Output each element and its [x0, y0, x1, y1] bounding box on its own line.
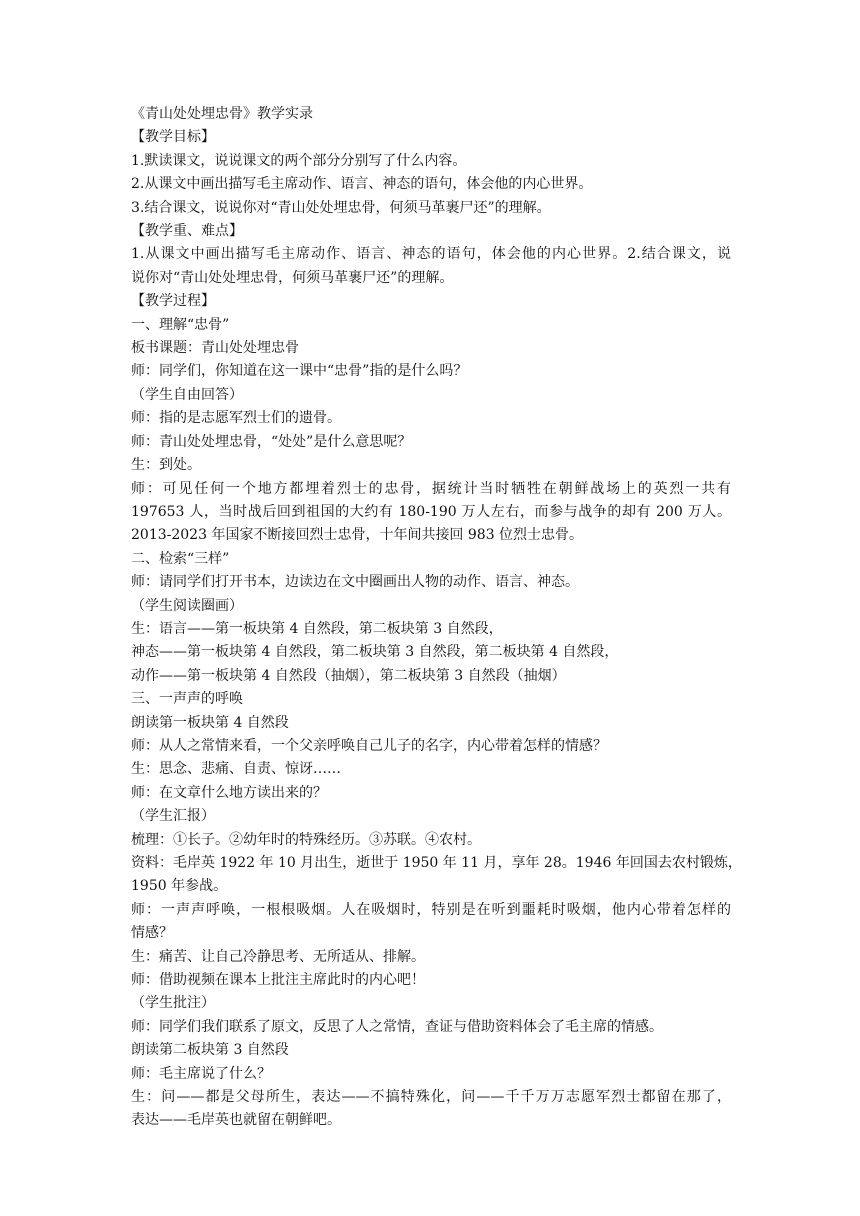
dialogue-line: 朗读第一板块第 4 自然段 [131, 714, 289, 731]
dialogue-line: 朗读第二板块第 3 自然段 [131, 1042, 289, 1059]
dialogue-line: 神态——第一板块第 4 自然段，第二板块第 3 自然段，第二板块第 4 自然段， [131, 644, 619, 661]
paragraph-line: 1950 年参战。 [131, 878, 228, 895]
dialogue-line: 师：同学们，你知道在这一课中“忠骨”指的是什么吗？ [131, 363, 468, 380]
paragraph-line: 表达——毛岸英也就留在朝鲜吧。 [131, 1112, 341, 1129]
paragraph-line: 师：一声声呼唤，一根根吸烟。人在吸烟时，特别是在听到噩耗时吸烟，他内心带着怎样的 [131, 901, 731, 918]
paragraph-line: 师：可见任何一个地方都埋着烈士的忠骨，据统计当时牺牲在朝鲜战场上的英烈一共有 [131, 480, 731, 497]
dialogue-line: 师：从人之常情来看，一个父亲呼唤自己儿子的名字，内心带着怎样的情感？ [131, 737, 607, 754]
goal-item: 2.从课文中画出描写毛主席动作、语言、神态的语句，体会他的内心世界。 [131, 176, 593, 193]
dialogue-line: 板书课题：青山处处埋忠骨 [131, 340, 299, 357]
paragraph-line: 说你对“青山处处埋忠骨，何须马革裹尸还”的理解。 [131, 269, 454, 286]
dialogue-line: 师：青山处处埋忠骨，“处处”是什么意思呢？ [131, 433, 412, 450]
part1-heading: 一、理解“忠骨” [131, 316, 230, 333]
paragraph-line: 情感？ [131, 925, 173, 942]
dialogue-line: （学生汇报） [131, 808, 215, 825]
process-heading: 【教学过程】 [131, 293, 215, 310]
dialogue-line: 生：到处。 [131, 457, 201, 474]
dialogue-line: 动作——第一板块第 4 自然段（抽烟），第二板块第 3 自然段（抽烟） [131, 667, 566, 684]
paragraph-line: 资料：毛岸英 1922 年 10 月出生，逝世于 1950 年 11 月，享年 28。1946 年回国去农村锻炼， [131, 855, 742, 871]
paragraph-line: 197653 人，当时战后回到祖国的大约有 180-190 万人左右，而参与战争的却有 200 万人。 [131, 503, 731, 520]
dialogue-line: 师：在文章什么地方读出来的？ [131, 784, 327, 801]
dialogue-line: （学生自由回答） [131, 386, 243, 403]
goal-item: 1.默读课文，说说课文的两个部分分别写了什么内容。 [131, 152, 467, 169]
paragraph-line: 1.从课文中画出描写毛主席动作、语言、神态的语句，体会他的内心世界。2.结合课文，说 [131, 246, 731, 263]
paragraph-line: 生：问——都是父母所生，表达——不搞特殊化，问——千千万万志愿军烈士都留在那了， [131, 1089, 731, 1106]
dialogue-line: 师：同学们我们联系了原文，反思了人之常情，查证与借助资料体会了毛主席的情感。 [131, 1018, 663, 1035]
dialogue-line: 师：借助视频在课本上批注主席此时的内心吧！ [131, 972, 425, 989]
key-points-heading: 【教学重、难点】 [131, 223, 243, 240]
part3-heading: 三、一声声的呼唤 [131, 691, 243, 708]
dialogue-line: （学生批注） [131, 995, 215, 1012]
key-points-paragraph [131, 243, 731, 290]
part2-heading: 二、检索“三样” [131, 550, 230, 567]
goals-heading: 【教学目标】 [131, 129, 215, 146]
document-title: 《青山处处埋忠骨》教学实录 [131, 106, 313, 122]
smoke-paragraph [131, 899, 731, 946]
dialogue-line: 生：痛苦、让自己冷静思考、无所适从、排解。 [131, 948, 425, 965]
paragraph-line: 2013-2023 年国家不断接回烈士忠骨，十年间共接回 983 位烈士忠骨。 [131, 527, 584, 544]
dialogue-line: 生：语言——第一板块第 4 自然段，第二板块第 3 自然段， [131, 620, 503, 637]
dialogue-line: 梳理：①长子。②幼年时的特殊经历。③苏联。④农村。 [131, 831, 481, 848]
dialogue-line: （学生阅读圈画） [131, 597, 243, 614]
statistics-paragraph [131, 478, 731, 548]
material-paragraph [131, 852, 742, 899]
dialogue-line: 师：指的是志愿军烈士们的遗骨。 [131, 410, 341, 427]
dialogue-line: 生：思念、悲痛、自责、惊讶…… [131, 761, 341, 778]
dialogue-line: 师：毛主席说了什么？ [131, 1065, 271, 1082]
goal-item: 3.结合课文，说说你对“青山处处埋忠骨，何须马革裹尸还”的理解。 [131, 199, 551, 216]
dialogue-line: 师：请同学们打开书本，边读边在文中圈画出人物的动作、语言、神态。 [131, 574, 579, 591]
document-page [131, 103, 742, 1133]
answer-paragraph [131, 1086, 731, 1133]
